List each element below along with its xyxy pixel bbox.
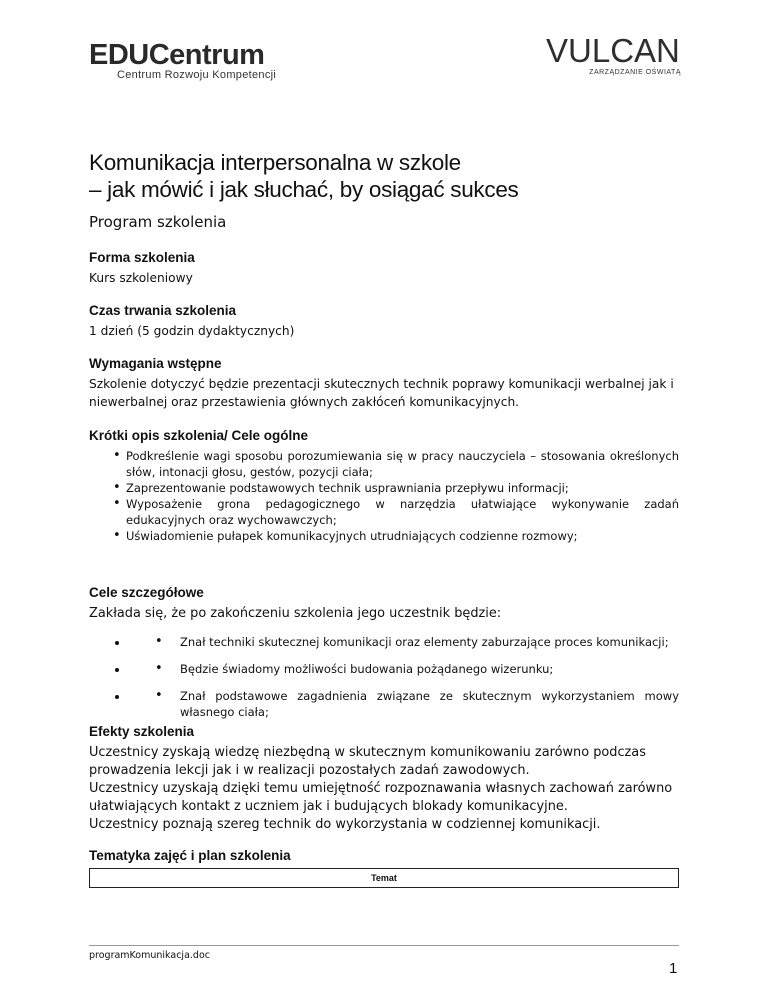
section-wymagania <box>89 356 679 411</box>
efekty-paragraph-2: Uczestnicy uzyskają dzięki temu umiejętność rozpoznawania własnych zachowań zarówno ułatwiających kontakt z uczniem jak i budujących blokady komunikacyjne. <box>89 781 673 814</box>
section-heading: Wymagania wstępne <box>89 356 222 371</box>
opis-list <box>89 448 679 544</box>
list-item: • Zaprezentowanie podstawowych technik usprawniania przepływu informacji; <box>113 480 569 495</box>
section-tematyka <box>89 848 679 863</box>
efekty-paragraph-1: Uczestnicy zyskają wiedzę niezbędną w skutecznym komunikowaniu zarówno podczas prowadzenia lekcji jak i w realizacji pozostałych zadań zawodowych. <box>89 745 646 778</box>
footer-filename: programKomunikacja.doc <box>89 950 210 961</box>
title-line-2: – jak mówić i jak słuchać, by osiągać sukces <box>89 177 519 202</box>
bullet-icon: • • <box>155 661 163 676</box>
bullet-icon: • <box>113 480 121 495</box>
bullet-icon: • <box>113 496 121 511</box>
educentrum-logo-subtitle: Centrum Rozwoju Kompetencji <box>117 69 277 81</box>
vulcan-logo-subtitle: ZARZĄDZANIE OŚWIATĄ <box>589 69 681 76</box>
table-header-temat: Temat <box>89 868 679 888</box>
efekty-paragraph-3: Uczestnicy poznają szereg technik do wykorzystania w codziennej komunikacji. <box>89 817 601 832</box>
list-item: • • Znał podstawowe zagadnienia związane ze skutecznym wykorzystaniem mowy własnego ciała; <box>129 688 679 720</box>
section-heading: Forma szkolenia <box>89 250 195 265</box>
footer-divider <box>89 945 679 946</box>
section-heading: Tematyka zajęć i plan szkolenia <box>89 848 291 863</box>
list-item: • • Znał techniki skutecznej komunikacji oraz elementy zaburzające proces komunikacji; <box>129 634 679 650</box>
section-text: Kurs szkoleniowy <box>89 271 193 285</box>
section-text: 1 dzień (5 godzin dydaktycznych) <box>89 324 295 338</box>
section-heading: Efekty szkolenia <box>89 724 195 739</box>
section-text: Szkolenie dotyczyć będzie prezentacji skutecznych technik poprawy komunikacji werbalnej jak i niewerbalnej oraz przestawienia głównych zakłóceń komunikacyjnych. <box>89 377 674 409</box>
section-forma <box>89 250 679 287</box>
vulcan-logo-text: VULCAN <box>546 32 680 69</box>
title-line-1: Komunikacja interpersonalna w szkole <box>89 150 461 175</box>
list-item: • Wyposażenie grona pedagogicznego w narzędzia ułatwiające wykonywanie zadań edukacyjnych oraz wychowawczych; <box>113 496 679 527</box>
list-item: • Podkreślenie wagi sposobu porozumiewania się w pracy nauczyciela – stosowania określonych słów, intonacji głosu, gestów, pozycji ciała; <box>113 448 679 479</box>
list-item: • • Będzie świadomy możliwości budowania pożądanego wizerunku; <box>129 661 679 677</box>
section-heading: Czas trwania szkolenia <box>89 303 237 318</box>
bullet-icon: • • <box>155 634 163 649</box>
bullet-icon: • • <box>155 688 163 703</box>
document-subtitle: Program szkolenia <box>89 213 227 231</box>
cele-intro: Zakłada się, że po zakończeniu szkolenia jego uczestnik będzie: <box>89 606 502 621</box>
section-efekty <box>89 724 679 834</box>
list-item: • Uświadomienie pułapek komunikacyjnych utrudniających codzienne rozmowy; <box>113 528 578 543</box>
bullet-icon: • <box>113 528 121 543</box>
vulcan-logo <box>546 34 681 76</box>
cele-list <box>89 634 679 720</box>
page-number: 1 <box>669 960 678 977</box>
educentrum-logo <box>89 40 276 81</box>
section-opis <box>89 428 679 544</box>
section-heading: Cele szczegółowe <box>89 585 204 600</box>
section-heading: Krótki opis szkolenia/ Cele ogólne <box>89 428 309 443</box>
bullet-icon: • <box>113 448 121 463</box>
section-czas <box>89 303 679 340</box>
document-title <box>89 149 518 203</box>
educentrum-logo-text: EDUCentrum <box>89 39 265 71</box>
section-cele <box>89 585 679 736</box>
